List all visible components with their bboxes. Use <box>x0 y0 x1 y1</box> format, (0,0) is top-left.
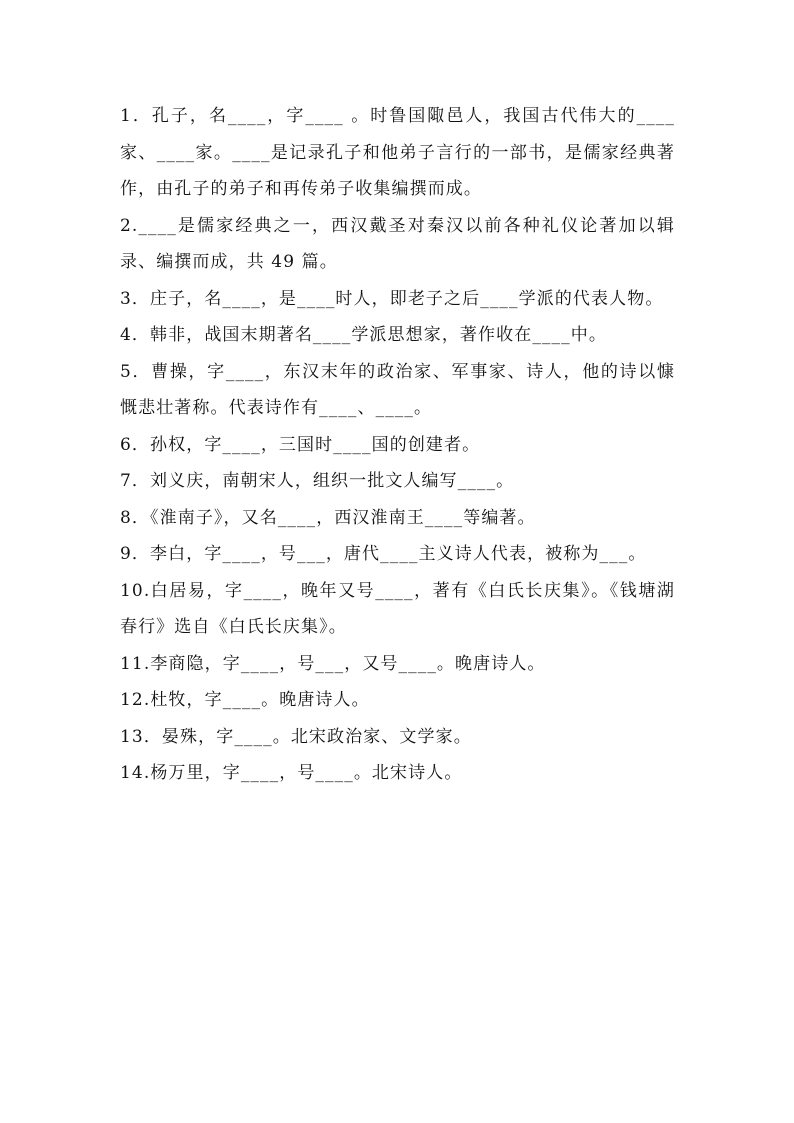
question-2: 2.____是儒家经典之一，西汉戴圣对秦汉以前各种礼仪论著加以辑录、编撰而成，共 49 篇。 <box>120 215 675 272</box>
question-4: 4．韩非，战国末期著名____学派思想家，著作收在____中。 <box>120 325 607 345</box>
question-12: 12.杜牧，字____。晚唐诗人。 <box>120 690 370 710</box>
question-8: 8．《淮南子》，又名____，西汉淮南王____等编著。 <box>120 507 536 528</box>
question-7: 7．刘义庆，南朝宋人，组织一批文人编写____。 <box>120 471 515 491</box>
question-9: 9．李白，字____，号___，唐代____主义诗人代表，被称为___。 <box>120 544 647 564</box>
question-10: 10.白居易，字____，晚年又号____，著有《白氏长庆集》。《钱塘湖春行》选自《白氏长庆集》。 <box>120 580 675 637</box>
question-11: 11.李商隐，字____，号___，又号____。晚唐诗人。 <box>120 653 546 674</box>
question-14: 14.杨万里，字____，号____。北宋诗人。 <box>120 763 463 783</box>
question-5: 5．曹操，字____，东汉末年的政治家、军事家、诗人，他的诗以慷慨悲壮著称。代表诗作有____、____。 <box>120 361 675 418</box>
question-6: 6．孙权，字____，三国时____国的创建者。 <box>120 434 481 455</box>
question-list <box>120 98 675 792</box>
question-3: 3．庄子，名____，是____时人，即老子之后____学派的代表人物。 <box>120 288 664 309</box>
question-13: 13．晏殊，字____。北宋政治家、文学家。 <box>120 726 472 747</box>
question-1: 1．孔子，名____，字____ 。时鲁国陬邑人，我国古代伟大的____家、____家。____是记录孔子和他弟子言行的一部书，是儒家经典著作，由孔子的弟子和再传弟子收集编撰而成。 <box>120 106 675 199</box>
